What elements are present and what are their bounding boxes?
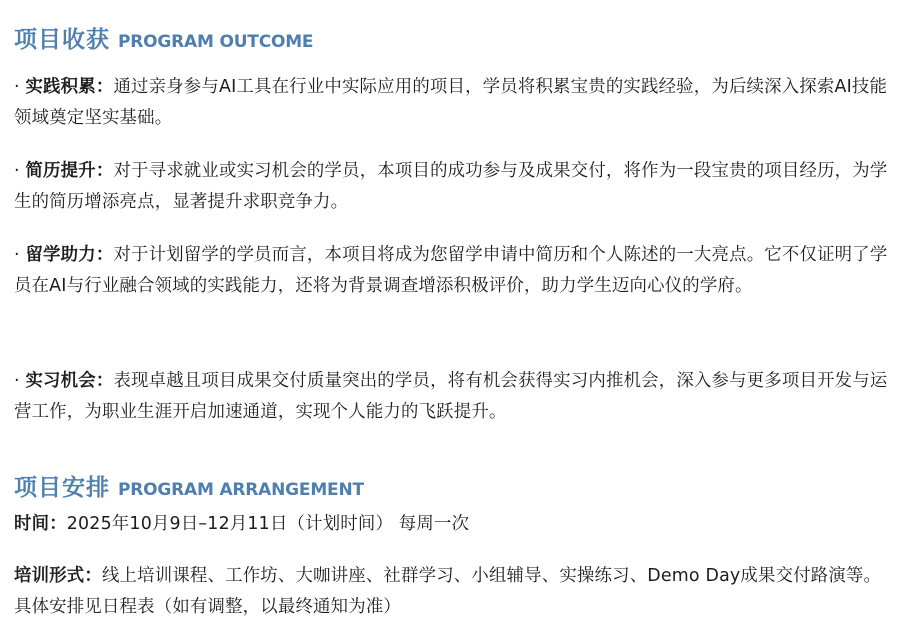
section-title-cn: 项目安排 bbox=[14, 475, 110, 501]
bullet-dot: · bbox=[14, 371, 20, 391]
item-label: 实习机会 bbox=[25, 371, 96, 391]
outcome-item-internship bbox=[14, 366, 896, 428]
item-label: 培训形式 bbox=[14, 566, 85, 586]
item-colon: ： bbox=[95, 161, 114, 181]
item-colon: ： bbox=[95, 371, 114, 391]
item-label: 实践积累 bbox=[25, 77, 96, 97]
item-text: 2025年10月9日–12月11日（计划时间） 每周一次 bbox=[66, 514, 470, 534]
item-text: 对于计划留学的学员而言，本项目将成为您留学申请中简历和个人陈述的一大亮点。它不仅证明了学员在AI与行业融合领域的实践能力，还将为背景调查增添积极评价，助力学生迈向心仪的学府。 bbox=[14, 245, 888, 296]
item-text: 通过亲身参与AI工具在行业中实际应用的项目，学员将积累宝贵的实践经验，为后续深入探索AI技能领域奠定坚实基础。 bbox=[14, 77, 888, 128]
item-colon: ： bbox=[49, 514, 67, 534]
item-colon: ： bbox=[95, 245, 114, 265]
outcome-item-resume bbox=[14, 156, 896, 218]
section-title-cn: 项目收获 bbox=[14, 27, 110, 53]
outcome-item-practice bbox=[14, 72, 896, 134]
arrangement-time bbox=[14, 509, 896, 540]
item-label: 留学助力 bbox=[25, 245, 96, 265]
item-label: 时间 bbox=[14, 514, 50, 534]
section-heading-outcome bbox=[14, 21, 313, 54]
item-colon: ： bbox=[84, 566, 102, 586]
outcome-item-study-abroad bbox=[14, 240, 896, 302]
item-label: 简历提升 bbox=[25, 161, 96, 181]
item-text: 线上培训课程、工作坊、大咖讲座、社群学习、小组辅导、实操练习、Demo Day成果交付路演等。具体安排见日程表（如有调整，以最终通知为准） bbox=[14, 566, 882, 617]
arrangement-format bbox=[14, 561, 896, 623]
bullet-dot: · bbox=[14, 245, 20, 265]
item-colon: ： bbox=[95, 77, 114, 97]
section-title-en: PROGRAM OUTCOME bbox=[118, 32, 314, 52]
item-text: 对于寻求就业或实习机会的学员，本项目的成功参与及成果交付，将作为一段宝贵的项目经历，为学生的简历增添亮点，显著提升求职竞争力。 bbox=[14, 161, 888, 212]
section-title-en: PROGRAM ARRANGEMENT bbox=[118, 480, 364, 500]
bullet-dot: · bbox=[14, 161, 20, 181]
section-heading-arrangement bbox=[14, 469, 364, 502]
item-text: 表现卓越且项目成果交付质量突出的学员，将有机会获得实习内推机会，深入参与更多项目开发与运营工作，为职业生涯开启加速通道，实现个人能力的飞跃提升。 bbox=[14, 371, 888, 422]
bullet-dot: · bbox=[14, 77, 20, 97]
